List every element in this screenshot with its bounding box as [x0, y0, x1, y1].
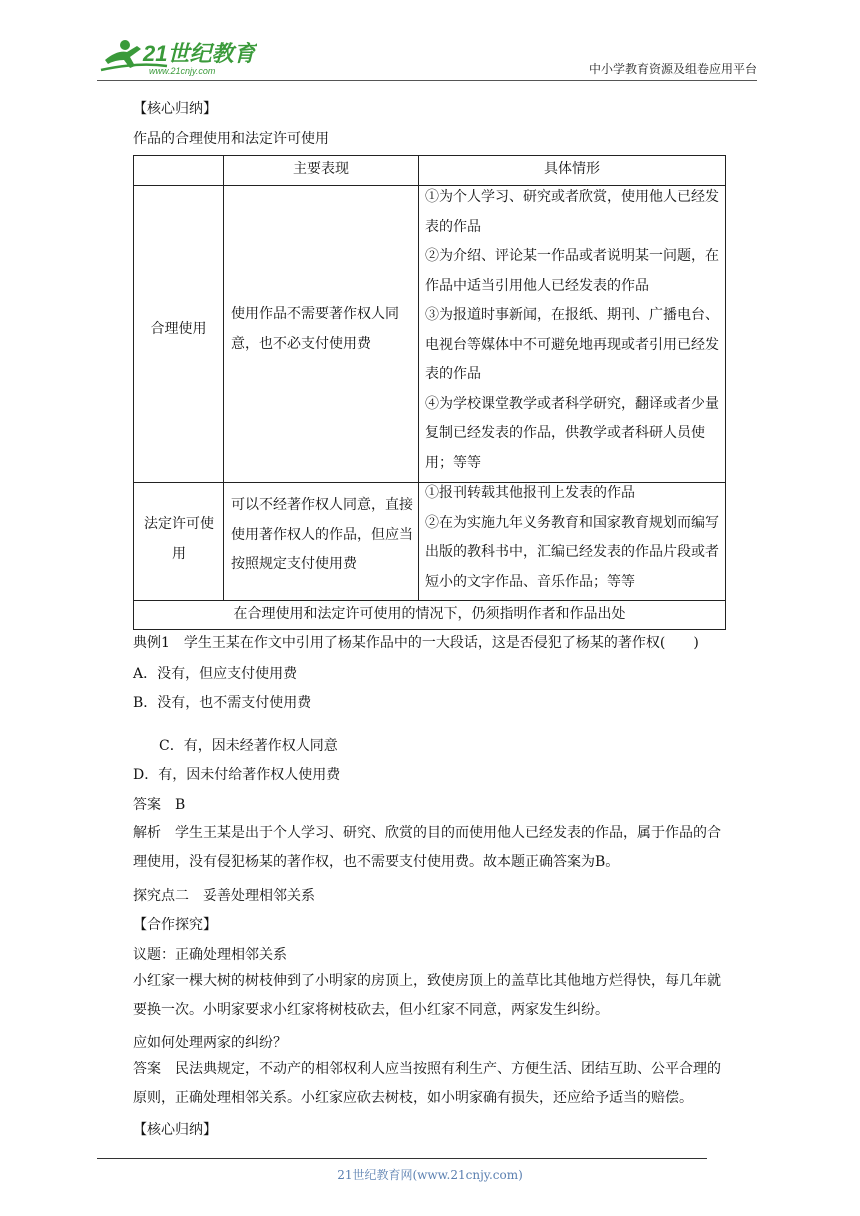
runner-logo-icon	[97, 36, 257, 78]
logo-subtext: www.21cnjy.com	[149, 66, 216, 76]
example-answer: 答案 B	[133, 797, 186, 813]
header-platform-name: 中小学教育资源及组卷应用平台	[588, 62, 757, 76]
usage-table	[133, 155, 726, 630]
row-expression-statutory-license: 可以不经著作权人同意，直接使用著作权人的作品，但应当按照规定支付使用费	[231, 497, 413, 572]
section-heading-cooperation: 【合作探究】	[133, 917, 217, 933]
option-c: C．有，因未经著作权人同意	[159, 738, 338, 754]
example-question: 典例1 学生王某在作文中引用了杨某作品中的一大段话，这是否侵犯了杨某的著作权( )	[133, 635, 699, 651]
site-logo	[97, 36, 257, 78]
option-b: B．没有，也不需支付使用费	[133, 695, 312, 711]
col-header-expression: 主要表现	[293, 161, 349, 177]
footer-divider	[97, 1158, 707, 1159]
option-d: D．有，因未付给著作权人使用费	[133, 767, 341, 783]
col-header-details: 具体情形	[544, 161, 600, 177]
section-heading-summary: 【核心归纳】	[133, 1122, 217, 1138]
row-label-fair-use: 合理使用	[150, 321, 207, 337]
section-heading: 【核心归纳】	[133, 101, 217, 117]
table-footer-note: 在合理使用和法定许可使用的情况下，仍须指明作者和作品出处	[233, 606, 626, 622]
scenario-text: 小红家一棵大树的树枝伸到了小明家的房顶上，致使房顶上的盖草比其他地方烂得快，每几年就要换一次。小明家要求小红家将树枝砍去，但小红家不同意，两家发生纠纷。	[133, 973, 721, 1018]
header-divider	[97, 80, 757, 81]
footer-link[interactable]: 21世纪教育网(www.21cnjy.com)	[337, 1168, 523, 1182]
row-expression-fair-use: 使用作品不需要著作权人同意，也不必支付使用费	[231, 306, 399, 352]
option-a: A．没有，但应支付使用费	[133, 666, 298, 682]
example-analysis: 解析 学生王某是出于个人学习、研究、欣赏的目的而使用他人已经发表的作品，属于作品的合理使用，没有侵犯杨某的著作权，也不需要支付使用费。故本题正确答案为B。	[133, 825, 721, 870]
section-title: 探究点二 妥善处理相邻关系	[133, 888, 315, 904]
topic: 议题：正确处理相邻关系	[133, 947, 287, 963]
table-title: 作品的合理使用和法定许可使用	[133, 131, 329, 147]
row-details-fair-use: ①为个人学习、研究或者欣赏，使用他人已经发表的作品 ②为介绍、评论某一作品或者说明某一问题，在作品中适当引用他人已经发表的作品 ③为报道时事新闻，在报纸、期刊、广播电台、电视台等媒体中不可避免地再现或者引用已经发表的作品 ④为学校课堂教学或者科学研究，翻译或者少量复制已经发表的作品，供教学或者科研人员使用；等等	[425, 189, 719, 471]
discussion-answer: 答案 民法典规定，不动产的相邻权利人应当按照有利生产、方便生活、团结互助、公平合理的原则，正确处理相邻关系。小红家应砍去树枝，如小明家确有损失，还应给予适当的赔偿。	[133, 1061, 721, 1106]
logo-text: 21世纪教育	[143, 41, 256, 66]
discussion-question: 应如何处理两家的纠纷？	[133, 1035, 287, 1051]
row-details-statutory-license: ①报刊转载其他报刊上发表的作品 ②在为实施九年义务教育和国家教育规划而编写出版的教科书中，汇编已经发表的作品片段或者短小的文字作品、音乐作品；等等	[425, 485, 719, 590]
row-label-statutory-license: 法定许可使用	[144, 516, 214, 562]
